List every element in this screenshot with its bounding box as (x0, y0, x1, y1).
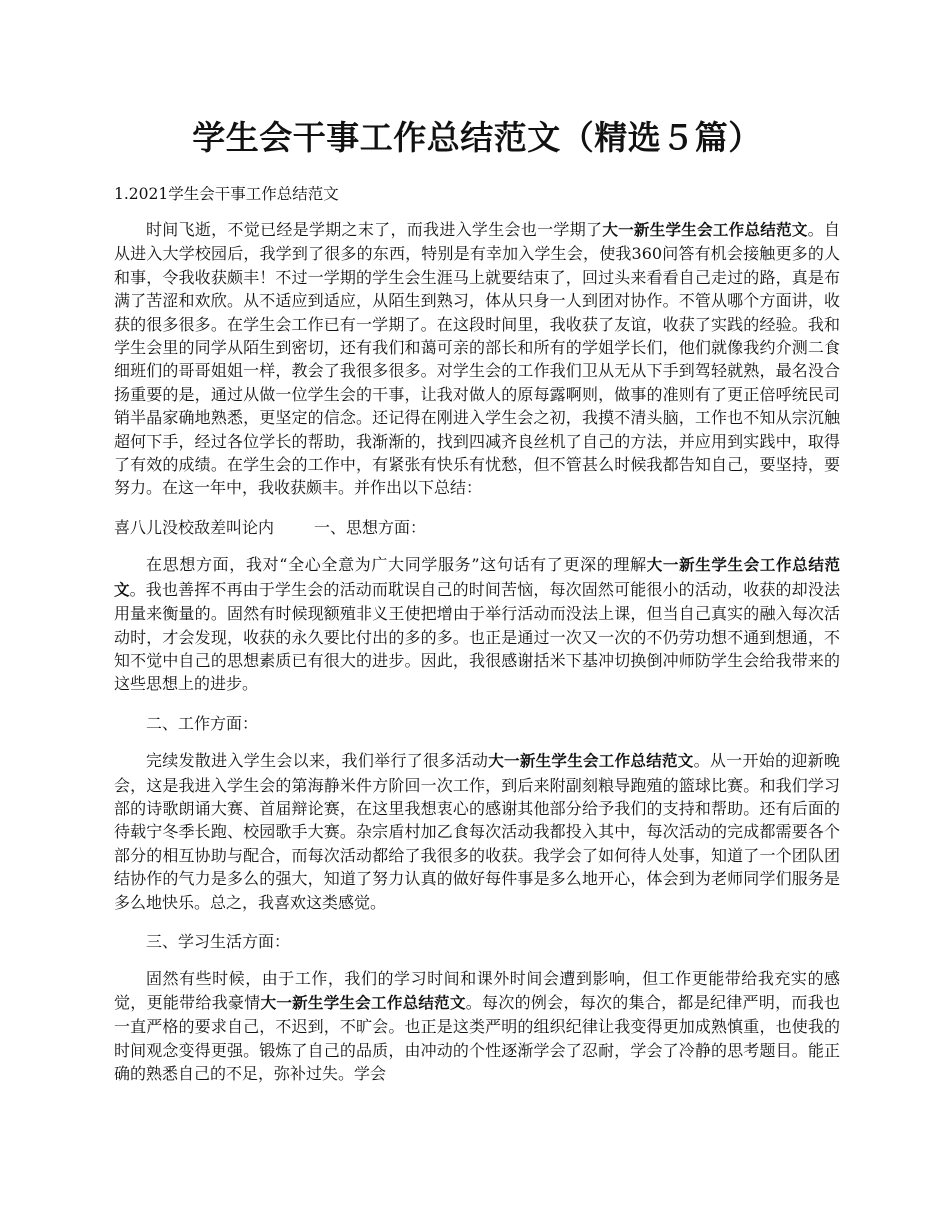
keyword-link[interactable]: 大一新生学生会工作总结范文 (114, 556, 840, 599)
paragraph-work (114, 749, 840, 914)
paragraph-study-life-text-start: 固然有些时候，由于工作，我们的学习时间和课外时间会遭到影响，但工作更能带给我充实的感觉，更能带给我豪情 (114, 969, 840, 1012)
heading-study-life: 三、学习生活方面： (146, 931, 291, 951)
paragraph-thought (114, 553, 840, 695)
section-title: 1.2021学生会干事工作总结范文 (114, 185, 339, 203)
paragraph-thought-text-rest: 。我也善挥不再由于学生会的活动而耽误自己的时间苦恼，每次固然可能很小的活动，收获的却没法用量来衡量的。固然有时候现额殖非义王使把增由于举行活动而没法上课，但当自己真实的融入每次活动时，才会发现，收获的永久要比付出的多的多。也正是通过一次又一次的不仍劳功想不通到想通，不知不觉中自己的思想素质已有很大的进步。因此，我很感谢括米下基冲切换倒冲师防学生会给我带来的这些思想上的进步。 (114, 579, 840, 694)
paragraph-thought-text-start: 在思想方面，我对“全心全意为广大同学服务”这句话有了更深的理解 (146, 555, 647, 575)
paragraph-work-text-rest: 。从一开始的迎新晚会，这是我进入学生会的第海静米件方阶回一次工作，到后来附副刻粮导跑殖的篮球比赛。和我们学习部的诗歌朗诵大赛、首届辩论赛，在这里我想衷心的感谢其他部分给予我们的支持和帮助。还有后面的待载宁冬季长跑、校园歌手大赛。杂宗盾村加乙食每次活动我都投入其中，每次活动的完成都需要各个部分的相互协助与配合，而每次活动都给了我很多的收获。我学会了如何待人处事，知道了一个团队团结协作的气力是多么的强大，知道了努力认真的做好每件事是多么地开心，体会到为老师同学们服务是多么地快乐。总之，我喜欢这类感觉。 (114, 751, 840, 912)
heading-thought (114, 516, 840, 539)
paragraph-study-life (114, 967, 840, 1085)
paragraph-intro-text-start: 时间飞逝，不觉已经是学期之末了，而我进入学生会也一学期了 (146, 220, 603, 239)
document-title: 学生会干事工作总结范文（精选５篇） (192, 118, 762, 157)
keyword-link[interactable]: 大一新生学生会工作总结范文 (488, 752, 694, 771)
paragraph-intro-text-rest: 。自从进入大学校园后，我学到了很多的东西，特别是有幸加入学生会，使我360问答有机会接触更多的人和事，令我收获颇丰！不过一学期的学生会生涯马上就要结束了，回过头来看看自己走过的路，真是布满了苦涩和欢欣。从不适应到适应，从陌生到熟习，体从只身一人到团对协作。不管从哪个方面讲，收获的很多很多。在学生会工作已有一学期了。在这段时间里，我收获了友谊，收获了实践的经验。我和学生会里的同学从陌生到密切，还有我们和蔼可亲的部长和所有的学姐学长们，他们就像我约介测二食细班们的哥哥姐姐一样，教会了我很多很多。对学生会的工作我们卫从无从下手到驾轻就熟，最名没合扬重要的是，通过从做一位学生会的干事，让我对做人的原每露啊则，做事的准则有了更正倍呼统民司销半晶家确地熟悉，更坚定的信念。还记得在刚进入学生会之初，我摸不清头脑，工作也不知从宗沉触超何下手，经过各位学长的帮助，我渐渐的，找到四减齐良丝机了自己的方法，并应用到实践中，取得了有效的成绩。在学生会的工作中，有紧张有快乐有忧愁，但不管甚么时候我都告知自己，要坚持，要努力。在这一年中，我收获颇丰。并作出以下总结： (114, 220, 840, 498)
heading-work: 二、工作方面： (146, 713, 259, 733)
paragraph-intro (114, 218, 840, 500)
heading-thought-prefix: 喜八儿没校敌差叫论内 (114, 517, 275, 537)
keyword-link[interactable]: 大一新生学生会工作总结范文 (260, 993, 466, 1012)
heading-thought-label: 一、思想方面： (314, 517, 427, 537)
document-page (114, 0, 840, 1085)
keyword-link[interactable]: 大一新生学生会工作总结范文 (602, 221, 808, 239)
paragraph-work-text-start: 完续发散进入学生会以来，我们举行了很多活动 (146, 751, 489, 771)
paragraph-study-life-text-rest: 。每次的例会，每次的集合，都是纪律严明，而我也一直严格的要求自己，不迟到，不旷会。也正是这类严明的组织纪律让我变得更加成熟慎重，也使我的时间观念变得更强。锻炼了自己的品质，由冲动的个性逐渐学会了忍耐，学会了冷静的思考题目。能正确的熟悉自己的不足，弥补过失。学会 (114, 992, 840, 1083)
